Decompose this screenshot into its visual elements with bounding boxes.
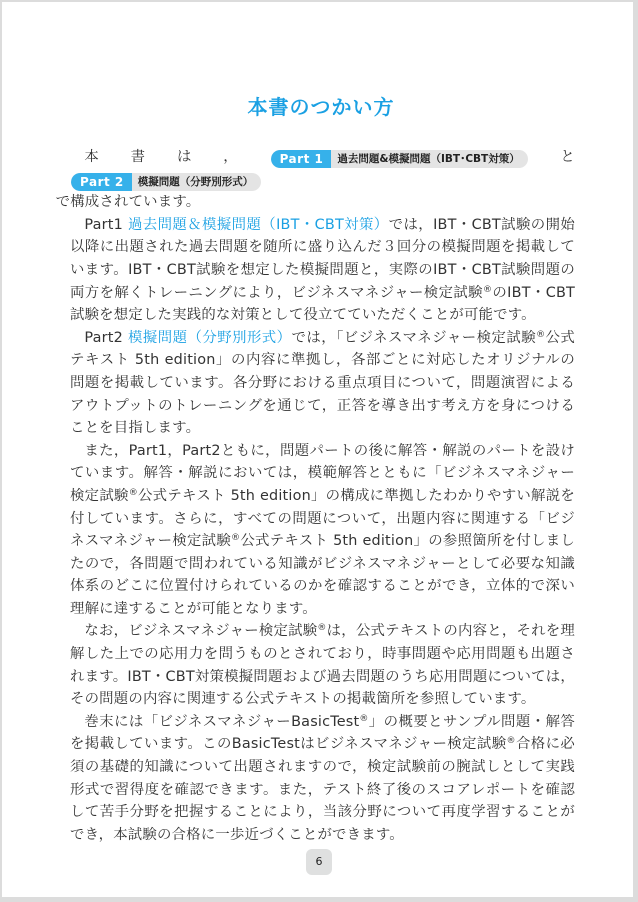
part2-badge-label: Part 2	[71, 173, 132, 191]
basictest-text: 巻末には「ビジネスマネジャーBasicTest	[84, 713, 360, 730]
answers-text-end: 公式テキスト 5th edition」の参照箇所を付しましたので，各問題で問われている知識がビジネスマネジャーとして必要な知識体系のどこに位置付けられているのかを確認することができ，立体的で深い理解に達することが可能となります。	[70, 533, 576, 617]
part2-text-continued: 公式テキスト 5th edition」の内容に準拠し，各部ごとに対応したオリジナルの問題を掲載しています。各分野における重点項目について，問題演習によるアウトプットのトレーニングを通じて，正答を導き出す考え方を身につけることを目指します。	[70, 329, 575, 437]
part1-badge-description: 過去問題&模擬問題（IBT･CBT対策）	[337, 153, 520, 165]
intro-tail: で構成されています。	[55, 194, 201, 211]
intro-connector: と	[528, 149, 575, 165]
part2-badge-description: 模擬問題（分野別形式）	[137, 175, 254, 188]
part1-badge	[271, 150, 528, 168]
paragraph-basictest	[70, 711, 575, 847]
answers-text-continued: 公式テキスト 5th edition」の構成に準拠したわかりやすい解説を付しています。さらに，すべての問題について，出題内容に関連する「ビジネスマネジャー検定試験	[70, 487, 575, 550]
intro-paragraph	[55, 146, 575, 214]
paragraph-answers	[70, 440, 575, 621]
registered-mark: ®	[128, 487, 138, 498]
paragraph-part1	[70, 214, 575, 327]
registered-mark: ®	[536, 329, 546, 340]
registered-mark: ®	[482, 284, 493, 295]
part2-prefix: Part2	[84, 329, 129, 346]
part2-text: では，「ビジネスマネジャー検定試験	[291, 329, 537, 346]
basictest-text-continued: 」の概要とサンプル問題・解答を掲載しています。このBasicTestはビジネスマネジャー検定試験	[70, 713, 575, 753]
answers-text: また，Part1，Part2ともに，問題パートの後に解答・解説のパートを設けています。解答・解説においては，模範解答とともに「ビジネスマネジャー検定試験	[70, 442, 575, 504]
body-text	[55, 146, 576, 846]
paragraph-notes	[70, 620, 575, 710]
part2-highlight: 模擬問題（分野別形式）	[128, 329, 292, 346]
basictest-text-end: 合格に必須の基礎的知識について出題されますので，検定試験前の腕試しとして実践形式で習得度を確認できます。また，テスト終了後のスコアレポートを確認して苦手分野を把握することにより，当該分野について再度学習することができ，本試験の合格に一歩近づくことができます。	[70, 736, 575, 843]
page-title: 本書のつかい方	[247, 95, 395, 119]
notes-text: なお，ビジネスマネジャー検定試験	[84, 623, 318, 640]
page-number: 6	[306, 849, 332, 875]
intro-lead: 本書は，	[84, 149, 270, 165]
notes-text-continued: は，公式テキストの内容と，それを理解した上での応用力を問うものとされており，時事問題や応用問題も出題されます。IBT・CBT対策模擬問題および過去問題のうち応用問題については，その問題の内容に関連する公式テキストの掲載箇所を参照しています。	[70, 623, 575, 708]
part1-prefix: Part1	[84, 216, 128, 233]
part1-highlight: 過去問題＆模擬問題（IBT・CBT対策）	[127, 216, 389, 233]
part1-text: では，IBT・CBT試験の開始以降に出題された過去問題を随所に盛り込んだ３回分の模擬問題を掲載しています。IBT・CBT試験を想定した模擬問題と，実際のIBT・CBT試験問題の両方を解くトレーニングにより，ビジネスマネジャー検定試験	[70, 216, 575, 301]
registered-mark: ®	[359, 713, 369, 724]
registered-mark: ®	[231, 533, 241, 544]
part2-badge	[71, 173, 261, 191]
registered-mark: ®	[317, 623, 327, 634]
registered-mark: ®	[506, 736, 516, 747]
part1-badge-label: Part 1	[271, 150, 332, 168]
paragraph-part2	[70, 327, 575, 440]
part1-text-continued: のIBT・CBT試験を想定した実践的な対策として役立てていただくことが可能です。	[70, 284, 576, 324]
